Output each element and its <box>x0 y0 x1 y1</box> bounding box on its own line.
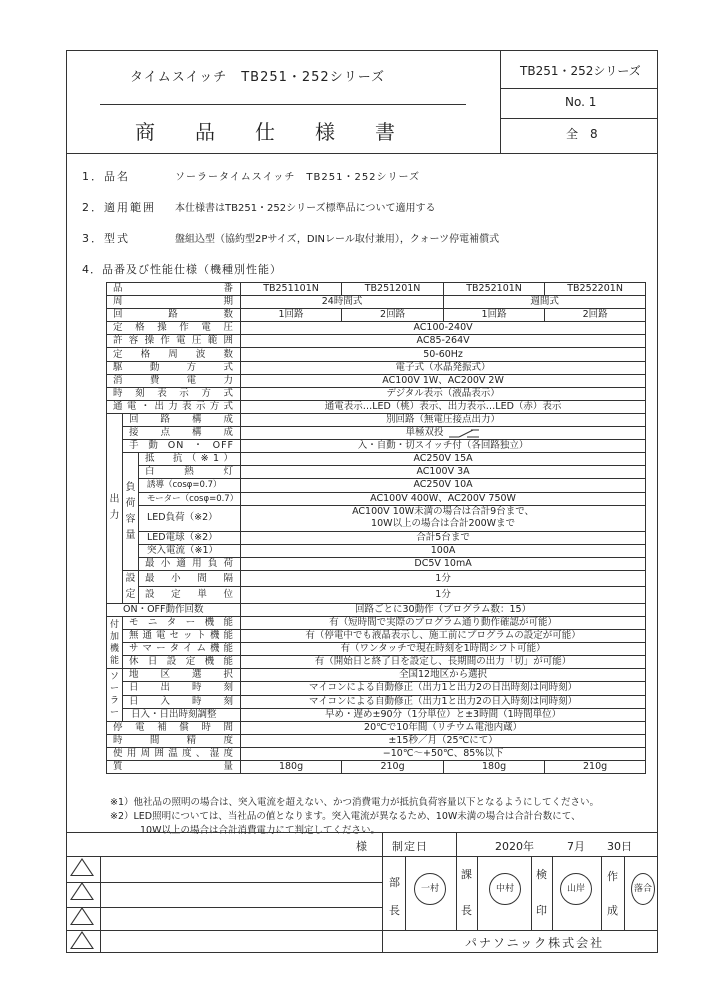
row-label: 時間精度 <box>107 734 241 747</box>
divider <box>66 153 658 154</box>
revision-triangle-icon <box>70 882 94 900</box>
cycle-cell: 24時間式 <box>241 296 444 309</box>
company-name: パナソニック株式会社 <box>465 936 605 950</box>
section-1-value: ソーラータイムスイッチ TB251・252シリーズ <box>175 172 421 183</box>
table-row <box>107 427 646 440</box>
table-row <box>107 492 646 505</box>
section-3-number: 3．型式 <box>82 232 130 245</box>
row-value: デジタル表示（液晶表示） <box>241 387 646 400</box>
table-row <box>107 616 646 629</box>
table-row <box>107 374 646 387</box>
row-value: 全国12地区から選択 <box>241 669 646 682</box>
established-date-label: 制定日 <box>392 840 428 853</box>
table-row <box>107 413 646 426</box>
load-side-label: 負荷容量 <box>123 453 139 571</box>
circuit-cell: 1回路 <box>444 309 545 322</box>
row-value: 通電表示…LED（桃）表示、出力表示…LED（赤）表示 <box>241 400 646 413</box>
table-row <box>107 348 646 361</box>
note-1: ※1）他社品の照明の場合は、突入電流を超えない、かつ消費電力が抵抗負荷容量以下となるようにしてください。 <box>110 797 600 808</box>
model-cell: TB252201N <box>545 283 646 296</box>
section-2-number: 2．適用範囲 <box>82 201 156 214</box>
row-label: 定格周波数 <box>107 348 241 361</box>
table-row <box>107 643 646 656</box>
section-chief-label: 長 <box>461 904 472 917</box>
title-underline <box>100 104 466 105</box>
table-row <box>107 708 646 721</box>
row-value: 早め・遅め±90分（1分単位）と±3時間（1時間単位） <box>241 708 646 721</box>
series-title: タイムスイッチ TB251・252シリーズ <box>130 70 386 85</box>
divider <box>552 856 553 930</box>
row-label: 設定単位 <box>139 587 241 604</box>
table-row <box>107 557 646 570</box>
row-value: AC100V 1W、AC200V 2W <box>241 374 646 387</box>
table-row <box>107 505 646 531</box>
mass-cell: 210g <box>545 761 646 774</box>
row-label: 定格操作電圧 <box>107 322 241 335</box>
mass-cell: 180g <box>444 761 545 774</box>
note-2: ※2）LED照明については、当社品の値となります。突入電流が異なるため、10W未満の場合は合計台数にて、 <box>110 811 581 822</box>
table-row <box>107 587 646 604</box>
row-label: 接点構成 <box>123 427 241 440</box>
row-label: 通電・出力表示方式 <box>107 400 241 413</box>
table-row <box>107 322 646 335</box>
divider <box>66 882 382 883</box>
row-value: 20℃で10年間（リチウム電池内蔵） <box>241 721 646 734</box>
revision-triangle-icon <box>70 907 94 925</box>
row-value: 有（ワンタッチで現在時刻を1時間シフト可能） <box>241 643 646 656</box>
divider <box>477 856 478 930</box>
divider <box>382 832 383 953</box>
table-row <box>107 387 646 400</box>
table-row <box>107 656 646 669</box>
led-load-line-1: AC100V 10W未満の場合は合計9台まで、 <box>352 506 535 518</box>
series-code: TB251・252シリーズ <box>520 64 641 78</box>
date-year: 2020年 <box>495 840 534 853</box>
doc-title: 商 品 仕 様 書 <box>135 120 395 144</box>
row-label: 休日設定機能 <box>123 656 241 669</box>
total-pages: 全 8 <box>566 127 598 141</box>
author-label: 作 <box>607 870 618 883</box>
row-label: 日入時刻 <box>123 695 241 708</box>
table-row <box>107 669 646 682</box>
row-value: 入・自動・切スイッチ付（各回路独立） <box>241 440 646 453</box>
inspection-stamp: 山岸 <box>560 873 592 905</box>
row-label: サマータイム機能 <box>123 643 241 656</box>
row-label: 抵 抗（※1） <box>139 453 241 466</box>
row-value: マイコンによる自動修正（出力1と出力2の日出時刻は同時刻） <box>241 682 646 695</box>
row-value: 50-60Hz <box>241 348 646 361</box>
row-value: −10℃〜+50℃、85%以下 <box>241 747 646 760</box>
table-row <box>107 361 646 374</box>
inspection-label: 検 <box>536 868 547 881</box>
function-side-label: 付加機能 <box>107 616 123 668</box>
row-label: 回路構成 <box>123 413 241 426</box>
row-label: 最小適用負荷 <box>139 557 241 570</box>
setting-side-label: 設定 <box>123 570 139 603</box>
row-label: 品 番 <box>107 283 241 296</box>
row-value: 電子式（水晶発振式） <box>241 361 646 374</box>
row-label: ON・OFF動作回数 <box>107 603 241 616</box>
row-label: 質 量 <box>107 761 241 774</box>
row-value: 別回路（無電圧接点出力） <box>241 413 646 426</box>
row-value: 回路ごとに30動作（プログラム数：15） <box>241 603 646 616</box>
circuit-cell: 1回路 <box>241 309 342 322</box>
table-row <box>107 335 646 348</box>
customer-suffix: 様 <box>356 840 367 853</box>
table-row <box>107 630 646 643</box>
row-value <box>241 505 646 531</box>
row-value: 有（開始日と終了日を設定し、長期間の出力「切」が可能） <box>241 656 646 669</box>
table-row <box>107 682 646 695</box>
divider <box>601 856 602 930</box>
row-label: 停電補償時間 <box>107 721 241 734</box>
table-row <box>107 603 646 616</box>
row-value: 合計5台まで <box>241 531 646 544</box>
section-3-value: 盤組込型（協約型2Pサイズ，DINレール取付兼用），クォーツ停電補償式 <box>175 234 500 245</box>
row-value: AC85-264V <box>241 335 646 348</box>
row-value: DC5V 10mA <box>241 557 646 570</box>
row-value: マイコンによる自動修正（出力1と出力2の日入時刻は同時刻） <box>241 695 646 708</box>
table-row <box>107 734 646 747</box>
divider <box>66 856 658 857</box>
led-load-line-2: 10W以上の場合は合計200Wまで <box>371 518 516 530</box>
row-value: AC250V 10A <box>241 479 646 492</box>
row-value: 1分 <box>241 570 646 587</box>
author-stamp: 落合 <box>631 873 655 905</box>
section-4-title: 4．品番及び性能仕様（機種別性能） <box>82 263 282 276</box>
divider <box>66 832 658 833</box>
row-label: 時刻表示方式 <box>107 387 241 400</box>
date-day: 30日 <box>607 840 632 853</box>
section-2-value: 本仕様書はTB251・252シリーズ標準品について適用する <box>175 203 436 214</box>
row-value: AC100-240V <box>241 322 646 335</box>
inspection-label: 印 <box>536 904 547 917</box>
circuit-cell: 2回路 <box>342 309 444 322</box>
table-row <box>107 296 646 309</box>
table-row <box>107 466 646 479</box>
row-label: 日出時刻 <box>123 682 241 695</box>
row-value: AC250V 15A <box>241 453 646 466</box>
row-label: 最小間隔 <box>139 570 241 587</box>
row-label: モーター（cosφ=0.7） <box>139 492 241 505</box>
mass-cell: 180g <box>241 761 342 774</box>
section-1-number: 1．品名 <box>82 170 130 183</box>
mass-cell: 210g <box>342 761 444 774</box>
divider <box>500 88 658 89</box>
row-value: 1分 <box>241 587 646 604</box>
revision-triangle-icon <box>70 858 94 876</box>
row-value: AC100V 400W、AC200V 750W <box>241 492 646 505</box>
row-label: 無通電セット機能 <box>123 630 241 643</box>
circuit-cell: 2回路 <box>545 309 646 322</box>
divider <box>500 50 501 153</box>
divider <box>624 856 625 930</box>
table-row <box>107 747 646 760</box>
table-row <box>107 531 646 544</box>
table-row <box>107 544 646 557</box>
cycle-cell: 週間式 <box>444 296 646 309</box>
divider <box>100 856 101 953</box>
divider <box>456 832 457 930</box>
row-label: 許容操作電圧範囲 <box>107 335 241 348</box>
approver-label: 部 <box>389 876 400 889</box>
row-value: 有（短時間で実際のプログラム通り動作確認が可能） <box>241 616 646 629</box>
row-value: AC100V 3A <box>241 466 646 479</box>
row-label: 突入電流（※1） <box>139 544 241 557</box>
divider <box>500 118 658 119</box>
author-label: 成 <box>607 904 618 917</box>
approver-label: 長 <box>389 904 400 917</box>
output-side-label: 出 力 <box>107 413 123 603</box>
row-value: ±15秒／月（25℃にて） <box>241 734 646 747</box>
switch-symbol-icon <box>447 428 481 438</box>
date-month: 7月 <box>567 840 585 853</box>
model-cell: TB251101N <box>241 283 342 296</box>
model-cell: TB251201N <box>342 283 444 296</box>
section-chief-label: 課 <box>461 868 472 881</box>
row-label: 使用周囲温度、湿度 <box>107 747 241 760</box>
section-chief-stamp: 中村 <box>489 873 521 905</box>
table-row <box>107 479 646 492</box>
row-label: 周 期 <box>107 296 241 309</box>
table-row <box>107 440 646 453</box>
row-label: モニター機能 <box>123 616 241 629</box>
row-value <box>241 427 646 440</box>
contact-type-text: 単極双投 <box>405 427 444 439</box>
table-row <box>107 283 646 296</box>
row-label: LED負荷（※2） <box>139 505 241 531</box>
row-label: 回 路 数 <box>107 309 241 322</box>
spec-table <box>106 282 646 774</box>
approval-stamp: 一村 <box>414 873 446 905</box>
table-row <box>107 309 646 322</box>
table-row <box>107 400 646 413</box>
divider <box>531 856 532 930</box>
table-row <box>107 453 646 466</box>
row-label: 誘導（cosφ=0.7） <box>139 479 241 492</box>
table-row <box>107 761 646 774</box>
row-label: 駆動方式 <box>107 361 241 374</box>
divider <box>66 930 658 931</box>
table-row <box>107 695 646 708</box>
row-label: 白 熱 灯 <box>139 466 241 479</box>
solar-side-label: ソーラー <box>107 669 123 721</box>
divider <box>405 856 406 930</box>
row-label: 地区選択 <box>123 669 241 682</box>
row-label: 消費電力 <box>107 374 241 387</box>
model-cell: TB252101N <box>444 283 545 296</box>
row-label: 手動ON・OFF <box>123 440 241 453</box>
table-row <box>107 721 646 734</box>
row-label: 日入・日出時刻調整 <box>123 708 241 721</box>
divider <box>66 907 382 908</box>
doc-number: No. 1 <box>565 95 597 109</box>
table-row <box>107 570 646 587</box>
note-3: 10W以上の場合は合計消費電力にて判定してください。 <box>140 825 380 836</box>
row-value: 有（停電中でも液晶表示し、施工前にプログラムの設定が可能） <box>241 630 646 643</box>
row-value: 100A <box>241 544 646 557</box>
revision-triangle-icon <box>70 931 94 949</box>
row-label: LED電球（※2） <box>139 531 241 544</box>
